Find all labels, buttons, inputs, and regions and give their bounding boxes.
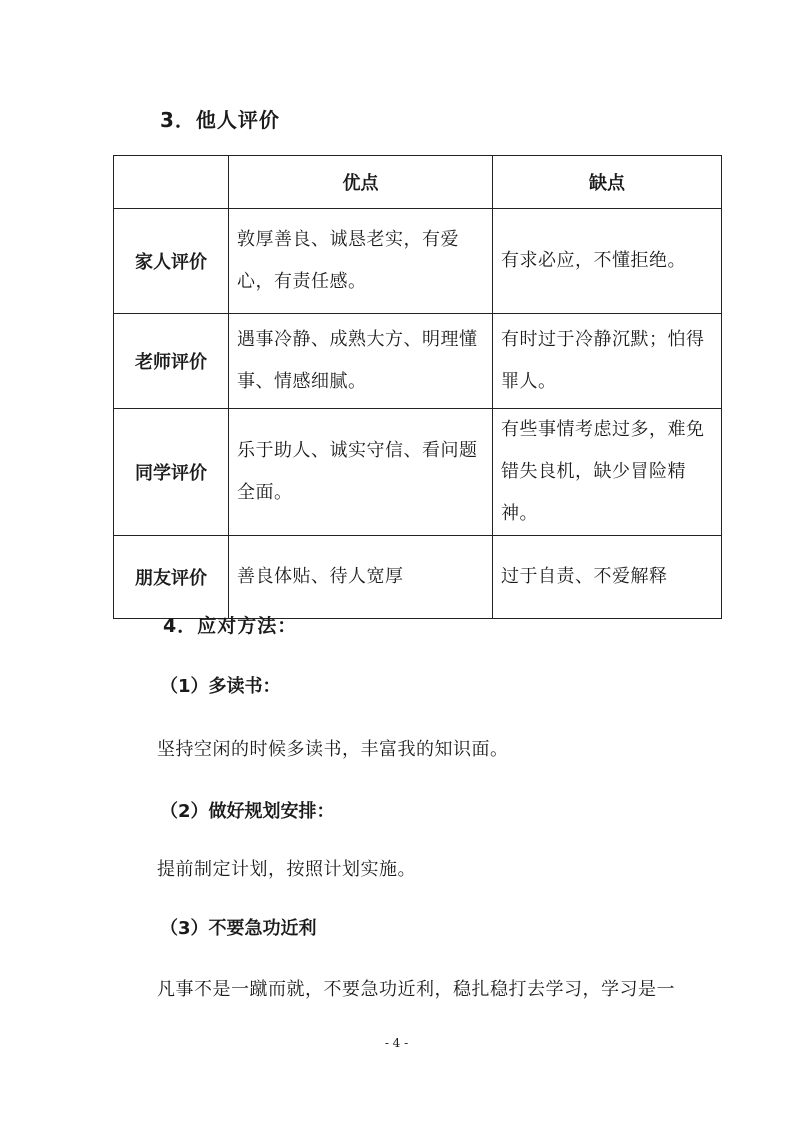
table-row (114, 409, 722, 536)
method-2-text: 提前制定计划，按照计划实施。 (157, 859, 416, 880)
method-2-heading: （2）做好规划安排： (160, 801, 335, 822)
cons-cell: 有些事情考虑过多，难免错失良机，缺少冒险精神。 (493, 409, 722, 536)
cons-cell: 过于自责、不爱解释 (493, 536, 722, 619)
method-1-heading: （1）多读书： (160, 676, 281, 697)
pros-cell: 善良体贴、待人宽厚 (229, 536, 493, 619)
header-pros: 优点 (229, 156, 493, 209)
row-label: 同学评价 (114, 409, 229, 536)
header-empty-cell (114, 156, 229, 209)
header-cons: 缺点 (493, 156, 722, 209)
pros-cell: 遇事冷静、成熟大方、明理懂事、情感细腻。 (229, 314, 493, 409)
row-label: 朋友评价 (114, 536, 229, 619)
method-3-heading: （3）不要急功近利 (160, 918, 317, 939)
table-row (114, 209, 722, 314)
cons-cell: 有求必应，不懂拒绝。 (493, 209, 722, 314)
section-3-title: 3．他人评价 (160, 108, 280, 132)
pros-cell: 敦厚善良、诚恳老实，有爱心，有责任感。 (229, 209, 493, 314)
row-label: 家人评价 (114, 209, 229, 314)
pros-cell: 乐于助人、诚实守信、看问题全面。 (229, 409, 493, 536)
row-label: 老师评价 (114, 314, 229, 409)
table-row (114, 314, 722, 409)
method-1-text: 坚持空闲的时候多读书，丰富我的知识面。 (157, 739, 509, 760)
cons-cell: 有时过于冷静沉默；怕得罪人。 (493, 314, 722, 409)
evaluation-table (113, 155, 722, 619)
method-3-text: 凡事不是一蹴而就，不要急功近利，稳扎稳打去学习，学习是一 (157, 979, 675, 1000)
section-4-title: 4．应对方法： (163, 615, 298, 637)
table-row (114, 536, 722, 619)
table-header-row (114, 156, 722, 209)
page-number: - 4 - (384, 1036, 409, 1050)
